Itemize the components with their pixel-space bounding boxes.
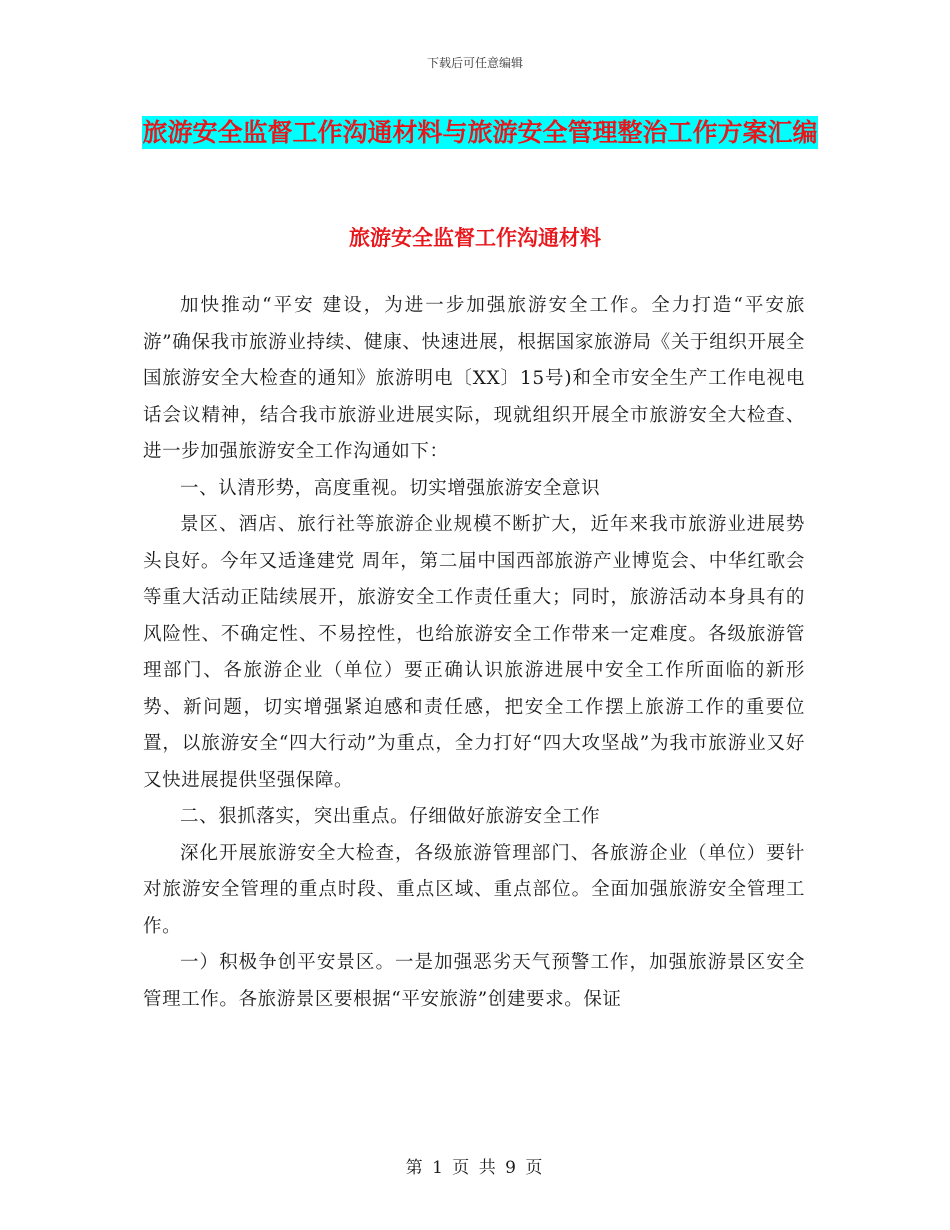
page-footer-indicator: 第 1 页 共 9 页	[405, 1158, 545, 1178]
section-heading-2: 二、狠抓落实，突出重点。仔细做好旅游安全工作	[180, 806, 601, 827]
section-heading-1: 一、认清形势，高度重视。切实增强旅游安全意识	[180, 477, 601, 499]
paragraph-subsection-1: 一）积极争创平安景区。一是加强恶劣天气预警工作，加强旅游景区安全管理工作。各旅游景区要根据“平安旅游”创建要求。保证	[143, 952, 805, 1010]
paragraph-section-1: 景区、酒店、旅行社等旅游企业规模不断扩大，近年来我市旅游业进展势头良好。今年又适逢建党 周年，第二届中国西部旅游产业博览会、中华红歌会等重大活动正陆续展开，旅游安全工作责任重大；同时，旅游活动本身具有的风险性、不确定性、不易控性，也给旅游安全工作带来一定难度。各级旅游管理部门、各旅游企业（单位）要正确认识旅游进展中安全工作所面临的新形势、新问题，切实增强紧迫感和责任感，把安全工作摆上旅游工作的重要位置，以旅游安全“四大行动”为重点，全力打好“四大攻坚战”为我市旅游业又好又快进展提供坚强保障。	[143, 514, 805, 791]
page-header-note: 下载后可任意编辑	[426, 56, 523, 70]
document-title-text: 旅游安全监督工作沟通材料与旅游安全管理整治工作方案汇编	[142, 118, 818, 147]
document-body	[143, 288, 805, 1018]
document-subtitle: 旅游安全监督工作沟通材料	[349, 226, 601, 250]
document-title	[140, 108, 820, 158]
paragraph-section-2: 深化开展旅游安全大检查，各级旅游管理部门、各旅游企业（单位）要针对旅游安全管理的重点时段、重点区域、重点部位。全面加强旅游安全管理工作。	[143, 842, 805, 937]
paragraph-intro: 加快推动“平安 建设，为进一步加强旅游安全工作。全力打造“平安旅游”确保我市旅游业持续、健康、快速进展，根据国家旅游局《关于组织开展全国旅游安全大检查的通知》旅游明电〔XX〕15号)和全市安全生产工作电视电话会议精神，结合我市旅游业进展实际，现就组织开展全市旅游安全大检查、进一步加强旅游安全工作沟通如下：	[143, 295, 805, 462]
